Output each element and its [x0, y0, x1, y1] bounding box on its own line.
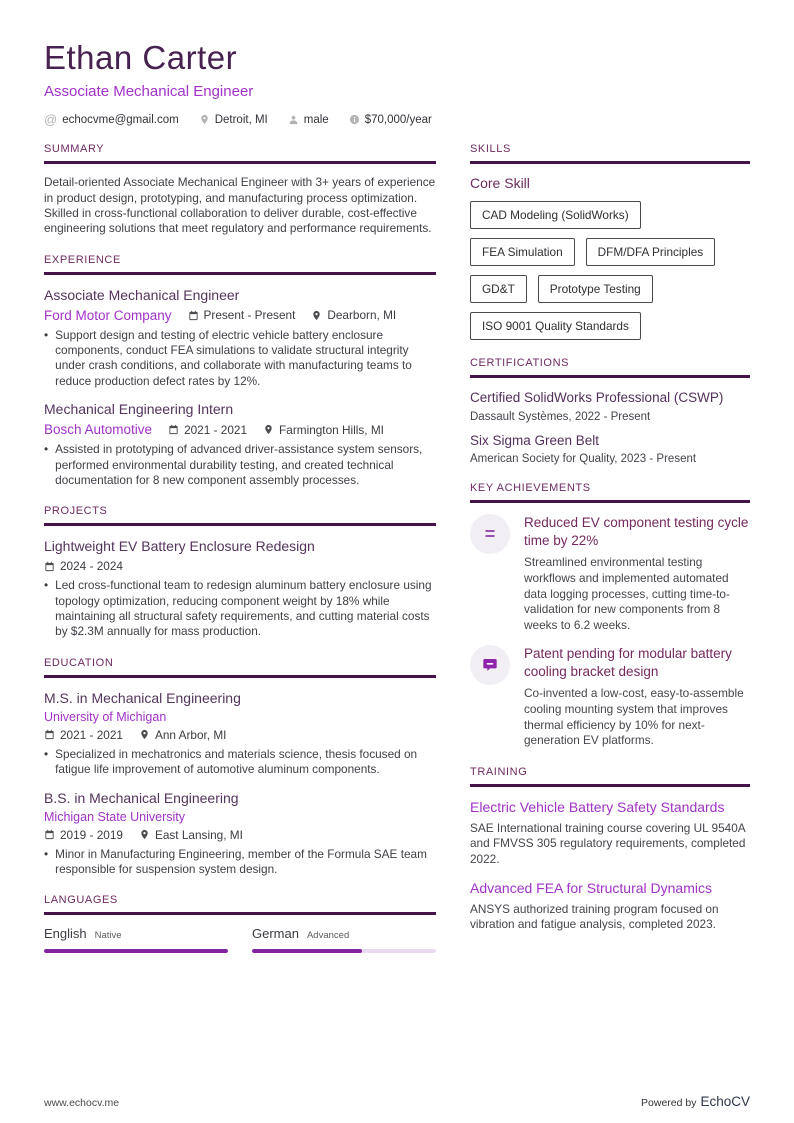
education-dates-text: 2021 - 2021 — [60, 727, 123, 742]
bullet-marker: • — [44, 327, 49, 342]
bullet-marker: • — [44, 746, 49, 761]
job-meta-row — [44, 308, 436, 323]
language-name: English — [44, 926, 87, 942]
training-text: ANSYS authorized training program focused on vibration and fatigue analysis, completed 2023. — [470, 901, 719, 932]
project-bullet-text: Led cross-functional team to redesign aluminum battery enclosure using topology optimization, reducing component weight by 18% while maintaining all structural safety requirements, and cutting material costs by $2.3M annually for mass production. — [55, 578, 432, 639]
left-column — [44, 143, 436, 970]
bullet-marker: • — [44, 846, 49, 861]
project-dates-text: 2024 - 2024 — [60, 559, 123, 574]
section-achievements — [470, 482, 750, 748]
contact-gender-text: male — [303, 113, 329, 126]
contact-gender — [288, 114, 329, 126]
job-bullet — [44, 442, 436, 488]
skills-heading: SKILLS — [470, 143, 750, 164]
contact-row — [44, 113, 750, 126]
experience-heading: EXPERIENCE — [44, 254, 436, 275]
education-dates — [44, 828, 123, 842]
company-name: Ford Motor Company — [44, 307, 172, 323]
education-bullet — [44, 747, 436, 778]
skill-group-title: Core Skill — [470, 175, 530, 192]
contact-email-text: echocvme@gmail.com — [62, 113, 179, 126]
section-training — [470, 766, 750, 933]
certification-title: Certified SolidWorks Professional (CSWP) — [470, 390, 724, 406]
skill-chip: GD&T — [470, 275, 527, 303]
company-name: Bosch Automotive — [44, 422, 153, 438]
page-footer — [44, 1094, 750, 1109]
skill-chip: FEA Simulation — [470, 238, 575, 266]
language-progress-fill — [44, 949, 228, 953]
certifications-heading: CERTIFICATIONS — [470, 357, 750, 378]
section-experience — [44, 254, 436, 489]
summary-heading: SUMMARY — [44, 143, 436, 164]
language-item — [44, 926, 228, 953]
candidate-title: Associate Mechanical Engineer — [44, 83, 254, 101]
certification-item — [470, 432, 750, 466]
language-item — [252, 926, 436, 953]
certification-title: Six Sigma Green Belt — [470, 432, 600, 448]
brand-logo-text: EchoCV — [700, 1094, 750, 1109]
contact-salary-text: $70,000/year — [364, 113, 432, 126]
section-languages — [44, 894, 436, 953]
experience-item — [44, 286, 436, 390]
language-progress-track — [252, 949, 436, 953]
powered-by-text: Powered by — [641, 1097, 697, 1109]
achievement-title: Reduced EV component testing cycle time by 22% — [524, 515, 749, 548]
resume-header — [44, 40, 750, 126]
education-meta-row — [44, 728, 436, 742]
languages-heading: LANGUAGES — [44, 894, 436, 915]
projects-heading: PROJECTS — [44, 505, 436, 526]
language-level: Native — [94, 930, 122, 942]
contact-location — [199, 114, 268, 126]
job-title: Associate Mechanical Engineer — [44, 286, 240, 303]
certification-issuer: Dassault Systèmes, 2022 - Present — [470, 410, 651, 423]
contact-location-text: Detroit, MI — [214, 113, 268, 126]
degree-title: B.S. in Mechanical Engineering — [44, 789, 239, 806]
project-item — [44, 537, 436, 640]
calendar-icon — [168, 424, 179, 435]
education-bullet-text: Specialized in mechatronics and materials science, thesis focused on fatigue life improvement of automotive aluminum components. — [55, 746, 418, 777]
education-meta-row — [44, 828, 436, 842]
contact-email — [44, 113, 179, 126]
job-bullet-text: Assisted in prototyping of advanced driver-assistance system sensors, performed environmental durability testing, and created technical documentation for 8 new component assembly processes. — [55, 442, 423, 487]
certification-issuer: American Society for Quality, 2023 - Present — [470, 453, 697, 466]
education-bullet-text: Minor in Manufacturing Engineering, member of the Formula SAE team responsible for suspension system design. — [55, 846, 427, 877]
skill-chip: DFM/DFA Principles — [586, 238, 716, 266]
achievement-title: Patent pending for modular battery cooling bracket design — [524, 646, 732, 679]
achievement-icon-circle — [470, 645, 510, 685]
skill-chip-list — [470, 201, 750, 340]
achievement-text: Streamlined environmental testing workflows and implemented automated data logging processes, cutting time-to-validation for new components from 8 weeks to 6.2 weeks. — [524, 555, 730, 632]
right-column — [470, 143, 750, 970]
equals-icon: = — [484, 524, 496, 545]
at-icon: @ — [44, 112, 58, 128]
contact-salary — [349, 114, 432, 126]
achievement-item — [470, 645, 750, 748]
summary-text: Detail-oriented Associate Mechanical Engineer with 3+ years of experience in product design, prototyping, and manufacturing process optimization. Skilled in cross-functional collaboration to deliver durable, cost-effective engineering solutions that meet regulatory and performance requirements. — [44, 175, 436, 236]
language-progress-track — [44, 949, 228, 953]
education-item — [44, 689, 436, 778]
job-bullet — [44, 328, 436, 389]
job-dates — [188, 308, 296, 322]
location-icon — [263, 424, 274, 435]
job-location-text: Dearborn, MI — [327, 308, 397, 323]
job-dates-text: 2021 - 2021 — [184, 422, 248, 437]
powered-by-badge — [641, 1094, 750, 1109]
location-icon — [199, 114, 210, 125]
chat-icon — [482, 657, 498, 673]
skill-chip: ISO 9001 Quality Standards — [470, 312, 641, 340]
achievement-item — [470, 514, 750, 633]
job-dates — [168, 423, 247, 437]
calendar-icon — [44, 829, 55, 840]
project-meta-row — [44, 559, 436, 573]
training-text: SAE International training course covering UL 9540A and FMVSS 305 regulatory requirements, completed 2022. — [470, 820, 746, 866]
salary-icon — [349, 114, 360, 125]
training-item — [470, 879, 750, 933]
section-summary — [44, 143, 436, 236]
language-name: German — [252, 926, 299, 942]
achievement-text: Co-invented a low-cost, easy-to-assemble cooling mounting system that improves thermal efficiency by 10% for next-generation EV platforms. — [524, 686, 744, 748]
training-item — [470, 798, 750, 868]
education-location-text: East Lansing, MI — [154, 827, 243, 842]
project-title: Lightweight EV Battery Enclosure Redesign — [44, 538, 315, 555]
skill-chip: Prototype Testing — [538, 275, 653, 303]
school-name: Michigan State University — [44, 809, 186, 824]
language-progress-fill — [252, 949, 362, 953]
education-dates-text: 2019 - 2019 — [60, 827, 123, 842]
school-name: University of Michigan — [44, 709, 167, 724]
calendar-icon — [188, 310, 199, 321]
website-url: www.echocv.me — [44, 1097, 120, 1109]
education-bullet — [44, 847, 436, 878]
education-location — [139, 828, 243, 842]
calendar-icon — [44, 729, 55, 740]
person-icon — [288, 114, 299, 125]
section-projects — [44, 505, 436, 640]
section-education — [44, 657, 436, 878]
bullet-marker: • — [44, 442, 49, 457]
candidate-name: Ethan Carter — [44, 39, 238, 76]
section-skills — [470, 143, 750, 340]
training-title: Advanced FEA for Structural Dynamics — [470, 879, 712, 896]
degree-title: M.S. in Mechanical Engineering — [44, 689, 241, 706]
education-location-text: Ann Arbor, MI — [154, 727, 227, 742]
project-dates — [44, 559, 123, 573]
job-bullet-text: Support design and testing of electric vehicle battery enclosure components, conduct FEA simulations to validate structural integrity under crash conditions, and collaborate with manufacturing teams to reduce production defect rates by 12%. — [55, 327, 412, 388]
job-location-text: Farmington Hills, MI — [279, 422, 384, 437]
language-grid — [44, 926, 436, 953]
language-level: Advanced — [306, 930, 350, 942]
location-icon — [139, 729, 150, 740]
certification-item — [470, 389, 750, 423]
training-heading: TRAINING — [470, 766, 750, 787]
job-location — [263, 423, 384, 437]
job-title: Mechanical Engineering Intern — [44, 401, 234, 418]
project-bullet — [44, 578, 436, 639]
experience-item — [44, 400, 436, 488]
education-dates — [44, 728, 123, 742]
education-heading: EDUCATION — [44, 657, 436, 678]
achievements-heading: KEY ACHIEVEMENTS — [470, 482, 750, 503]
calendar-icon — [44, 561, 55, 572]
location-icon — [139, 829, 150, 840]
job-dates-text: Present - Present — [203, 308, 296, 323]
job-location — [311, 308, 396, 322]
bullet-marker: • — [44, 578, 49, 593]
skill-chip: CAD Modeling (SolidWorks) — [470, 201, 641, 229]
education-location — [139, 728, 226, 742]
location-icon — [311, 310, 322, 321]
section-certifications — [470, 357, 750, 465]
education-item — [44, 789, 436, 878]
achievement-icon-circle — [470, 514, 510, 554]
job-meta-row — [44, 422, 436, 437]
training-title: Electric Vehicle Battery Safety Standards — [470, 798, 725, 815]
